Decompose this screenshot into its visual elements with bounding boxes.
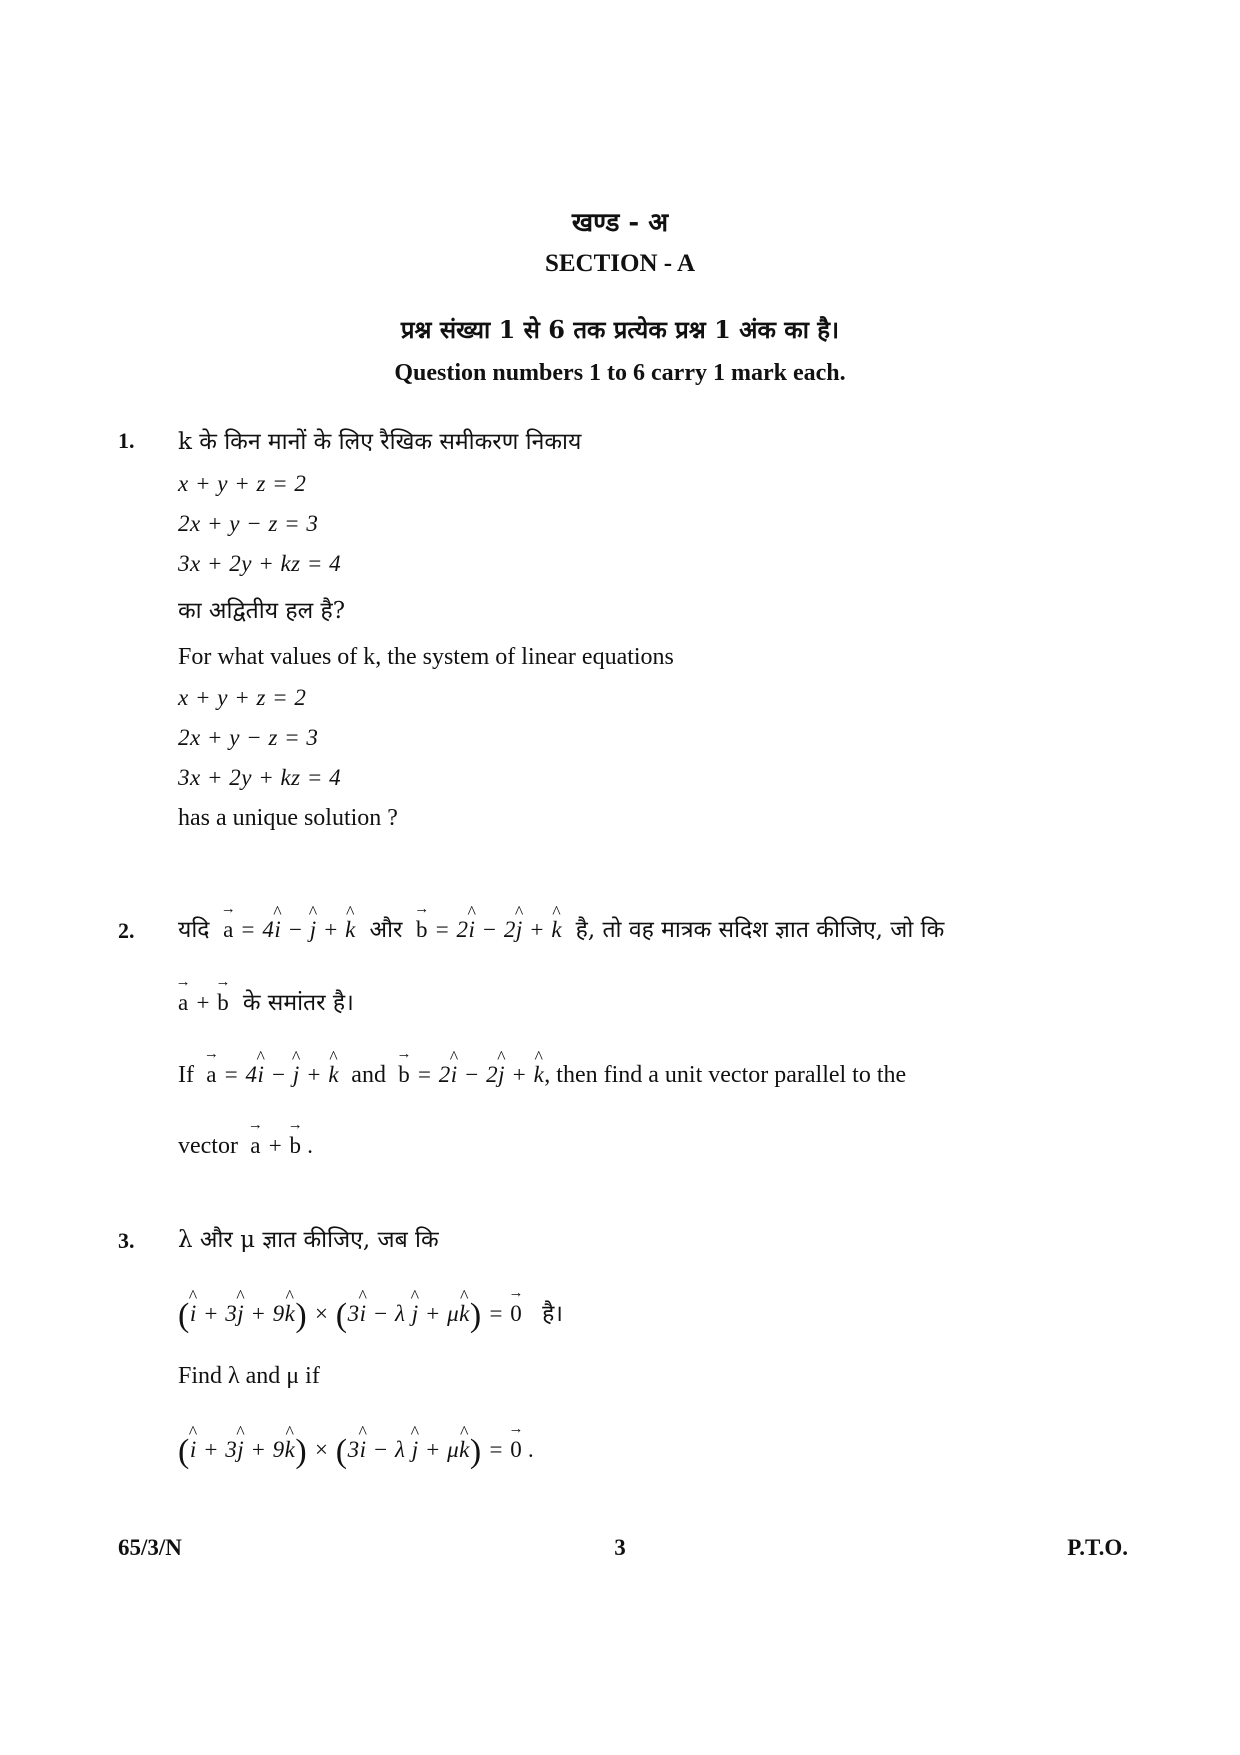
- q2-hindi-line-1: [178, 912, 944, 944]
- q2-english-mid: , then find a unit vector parallel to the: [544, 1062, 907, 1088]
- q3-cross-product-expression-en: (^ i + 3^ j + 9^ k) × (3^ i − λ ^ j + μ^ k) = → 0 .: [178, 1437, 535, 1462]
- q2-vector-a-expression-en: → a = 4^ i − ^ j + ^ k: [200, 1062, 345, 1087]
- q1-equation-2: 2x + y − z = 3: [178, 511, 319, 536]
- q2-english-line-1: [178, 1062, 906, 1089]
- question-number-2: 2.: [118, 918, 135, 943]
- q1-english-outro: has a unique solution ?: [178, 805, 398, 831]
- q3-english-line: Find λ and μ if: [178, 1363, 320, 1389]
- pto-label: P.T.O.: [1067, 1535, 1128, 1560]
- instruction-english: Question numbers 1 to 6 carry 1 mark each.: [394, 360, 846, 386]
- paper-code: 65/3/N: [118, 1535, 182, 1560]
- q1-hindi-intro: k के किन मानों के लिए रैखिक समीकरण निकाय: [178, 429, 582, 455]
- question-number-1: 1.: [118, 428, 135, 453]
- q2-hindi-end: के समांतर है।: [242, 990, 354, 1016]
- instruction-hindi: प्रश्न संख्या 1 से 6 तक प्रत्येक प्रश्न 1 अंक का है।: [400, 315, 840, 344]
- q2-hindi-prefix: यदि: [178, 917, 210, 943]
- q1-equation-3-repeat: 3x + 2y + kz = 4: [178, 765, 342, 790]
- q1-equation-2-repeat: 2x + y − z = 3: [178, 725, 319, 750]
- q1-equation-1-repeat: x + y + z = 2: [178, 685, 307, 710]
- q2-hindi-line-2: [178, 985, 354, 1017]
- q2-vector-b-expression: → b = 2^ i − 2^ j + ^ k: [410, 917, 569, 942]
- q3-hindi-equation-line: [178, 1296, 563, 1335]
- q1-equation-1: x + y + z = 2: [178, 471, 307, 496]
- page-number: 3: [614, 1535, 626, 1560]
- question-number-3: 3.: [118, 1228, 135, 1253]
- q3-english-equation-line: [178, 1433, 535, 1471]
- q2-english-vector: vector: [178, 1133, 238, 1159]
- q2-english-line-2: [178, 1133, 314, 1160]
- q2-english-and: and: [351, 1062, 386, 1088]
- q3-cross-product-expression: (^ i + 3^ j + 9^ k) × (3^ i − λ ^ j + μ^ k) = → 0: [178, 1301, 535, 1326]
- q3-hindi-suffix: है।: [542, 1301, 563, 1327]
- q1-hindi-outro: का अद्वितीय हल है?: [178, 598, 346, 624]
- q2-sum-expression-en: → a + → b .: [244, 1133, 314, 1158]
- q2-vector-a-expression: → a = 4^ i − ^ j + ^ k: [217, 917, 362, 942]
- q1-equation-3: 3x + 2y + kz = 4: [178, 551, 342, 576]
- q2-vector-b-expression-en: → b = 2^ i − 2^ j + ^ k: [392, 1062, 544, 1087]
- q1-english-intro: For what values of k, the system of linear equations: [178, 644, 674, 670]
- q2-hindi-and: और: [369, 917, 403, 943]
- q2-sum-expression: → a + → b: [178, 990, 236, 1015]
- q2-hindi-mid: है, तो वह मात्रक सदिश ज्ञात कीजिए, जो कि: [575, 917, 945, 943]
- section-title-english: SECTION - A: [544, 250, 696, 277]
- section-title-hindi: खण्ड - अ: [571, 208, 669, 238]
- q2-english-prefix: If: [178, 1062, 194, 1088]
- q3-hindi-line: λ और μ ज्ञात कीजिए, जब कि: [178, 1227, 439, 1253]
